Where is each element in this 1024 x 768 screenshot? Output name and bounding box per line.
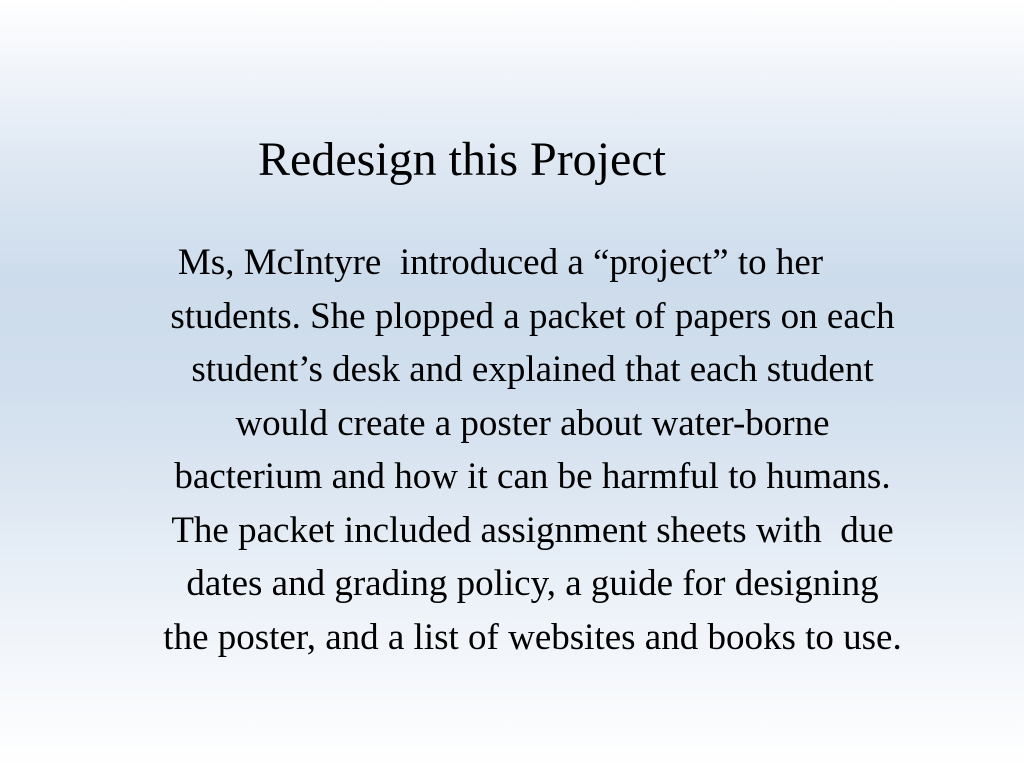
body-line: would create a poster about water-borne (235, 402, 830, 444)
slide-title: Redesign this Project (258, 133, 666, 186)
slide-body-text (60, 236, 1005, 664)
body-line: dates and grading policy, a guide for designing (186, 563, 879, 604)
body-line: Ms, McIntyre introduced a “project” to her (177, 242, 824, 283)
body-line: bacterium and how it can be harmful to humans. (174, 456, 891, 497)
body-line: student’s desk and explained that each student (191, 349, 874, 390)
body-line: students. She plopped a packet of papers on each (170, 295, 895, 337)
body-line: The packet included assignment sheets with due (171, 509, 894, 551)
body-line: the poster, and a list of websites and books to use. (163, 616, 902, 658)
